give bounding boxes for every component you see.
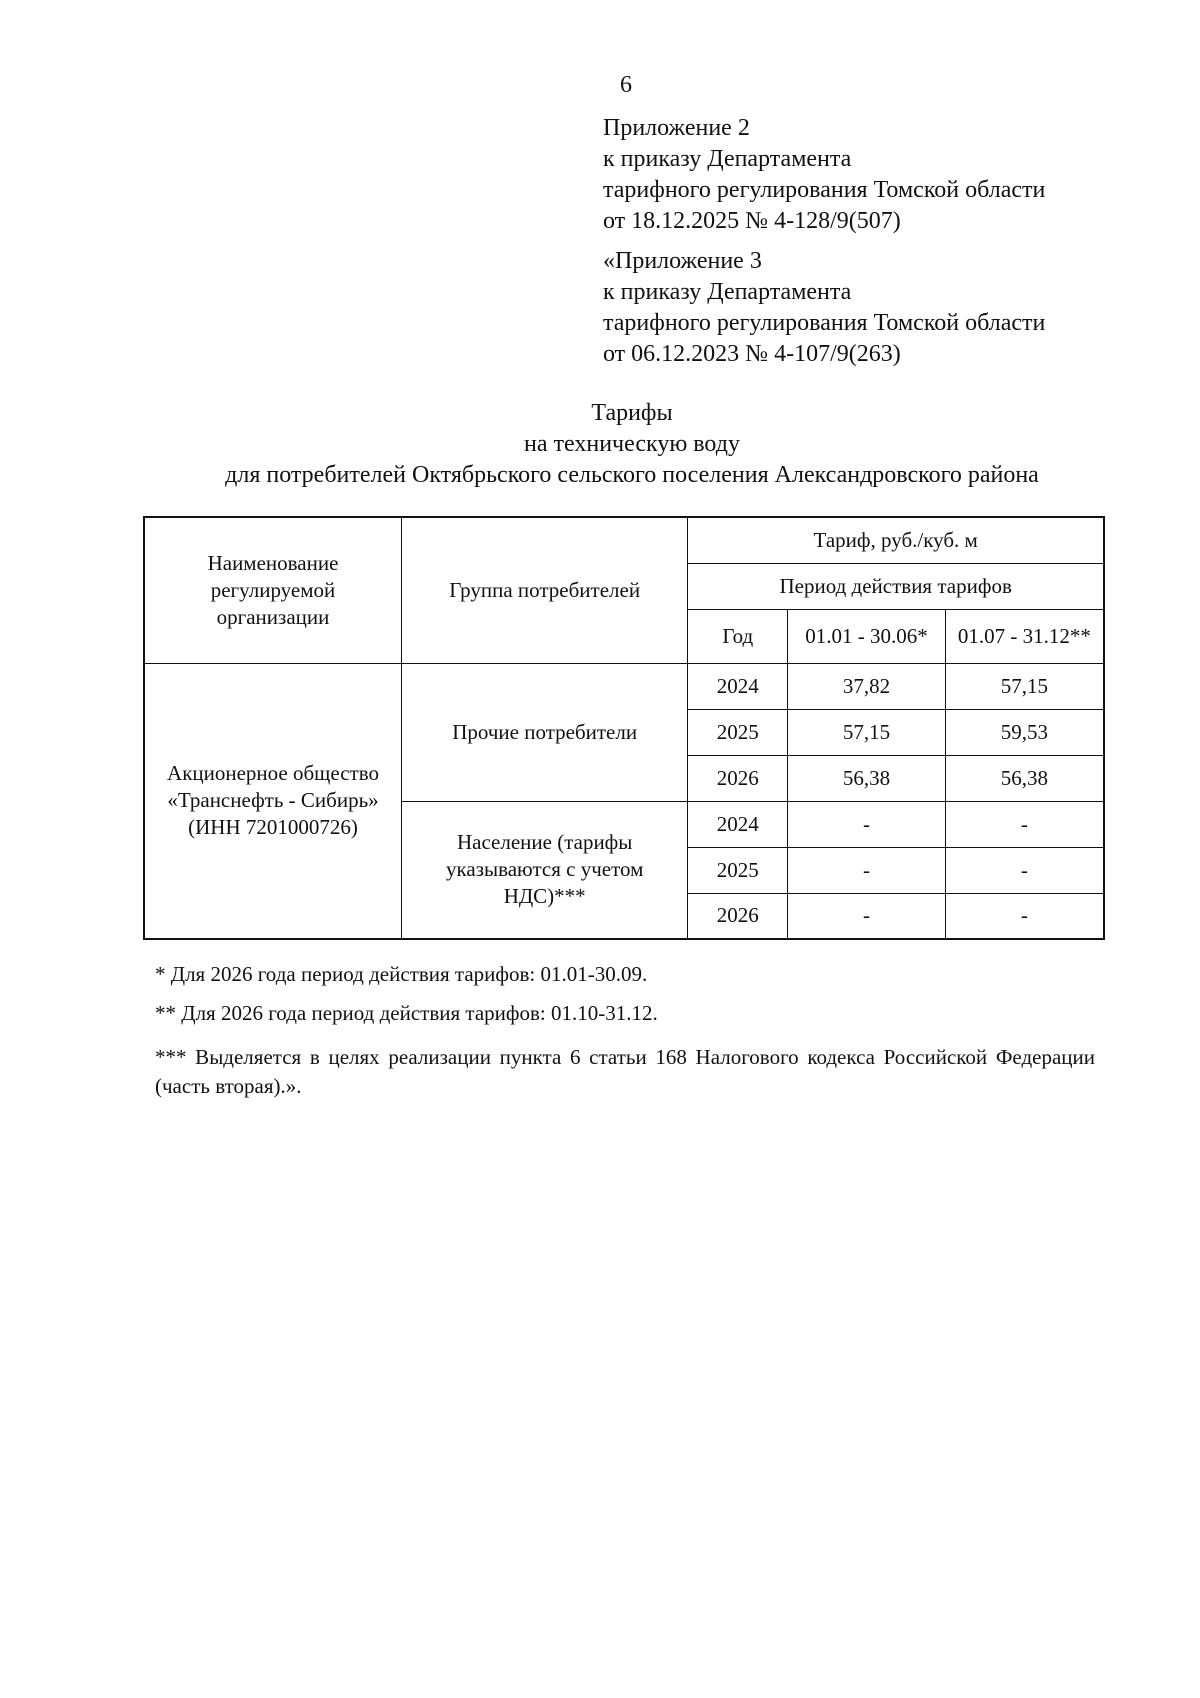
- tariff-cell: 59,53: [945, 709, 1104, 755]
- organization-cell: [144, 663, 402, 939]
- appendix-line: тарифного регулирования Томской области: [603, 310, 1046, 336]
- header-period: Период действия тарифов: [688, 563, 1104, 609]
- organization-line: «Транснефть - Сибирь»: [167, 788, 379, 813]
- year-cell: 2024: [688, 801, 788, 847]
- appendix-line: Приложение 2: [603, 115, 750, 141]
- appendix-line: от 18.12.2025 № 4-128/9(507): [603, 208, 901, 234]
- appendix-line: тарифного регулирования Томской области: [603, 177, 1046, 203]
- tariff-cell: 57,15: [788, 709, 946, 755]
- appendix-line: от 06.12.2023 № 4-107/9(263): [603, 341, 901, 367]
- organization-line: Акционерное общество: [167, 761, 379, 786]
- appendix-line: к приказу Департамента: [603, 146, 852, 172]
- organization-line: (ИНН 7201000726): [188, 815, 358, 840]
- tariff-cell: -: [945, 893, 1104, 939]
- tariff-cell: 37,82: [788, 663, 946, 709]
- footnote-text: * Для 2026 года период действия тарифов: 01.01-30.09.: [155, 962, 648, 986]
- footnote-1: [155, 960, 1095, 989]
- appendix-line: к приказу Департамента: [603, 279, 852, 305]
- appendix-line: «Приложение 3: [603, 248, 762, 274]
- header-year: Год: [688, 609, 788, 663]
- appendix-header-amended: [603, 246, 1045, 370]
- header-group: Группа потребителей: [402, 517, 688, 663]
- footnote-text: ** Для 2026 года период действия тарифов: 01.10-31.12.: [155, 1001, 658, 1025]
- group-cell: Прочие потребители: [402, 663, 688, 801]
- header-tariff: Тариф, руб./куб. м: [688, 517, 1104, 563]
- footnote-3: [155, 1043, 1095, 1101]
- year-cell: 2025: [688, 847, 788, 893]
- document-title: [0, 398, 1200, 491]
- tariff-cell: -: [788, 801, 946, 847]
- tariff-table: [143, 516, 1105, 940]
- header-period-1: 01.01 - 30.06*: [788, 609, 946, 663]
- title-line: Тарифы: [591, 400, 673, 426]
- footnote-2: [155, 999, 1095, 1028]
- tariff-cell: -: [945, 801, 1104, 847]
- group-cell: Население (тарифы указываются с учетом НДС)***: [402, 801, 688, 939]
- year-cell: 2025: [688, 709, 788, 755]
- tariff-cell: -: [945, 847, 1104, 893]
- year-cell: 2026: [688, 893, 788, 939]
- tariff-cell: 56,38: [788, 755, 946, 801]
- tariff-cell: 57,15: [945, 663, 1104, 709]
- tariff-cell: -: [788, 847, 946, 893]
- year-cell: 2026: [688, 755, 788, 801]
- title-line: для потребителей Октябрьского сельского поселения Александровского района: [225, 462, 1039, 488]
- page-number: 6: [620, 72, 632, 98]
- footnote-text: *** Выделяется в целях реализации пункта 6 статьи 168 Налогового кодекса Российской Федерации (часть вторая).».: [155, 1045, 1095, 1098]
- title-line: на техническую воду: [524, 431, 740, 457]
- header-organization: Наименование регулируемой организации: [144, 517, 402, 663]
- year-cell: 2024: [688, 663, 788, 709]
- appendix-header-current: [603, 113, 1045, 237]
- header-period-2: 01.07 - 31.12**: [945, 609, 1104, 663]
- tariff-cell: -: [788, 893, 946, 939]
- tariff-cell: 56,38: [945, 755, 1104, 801]
